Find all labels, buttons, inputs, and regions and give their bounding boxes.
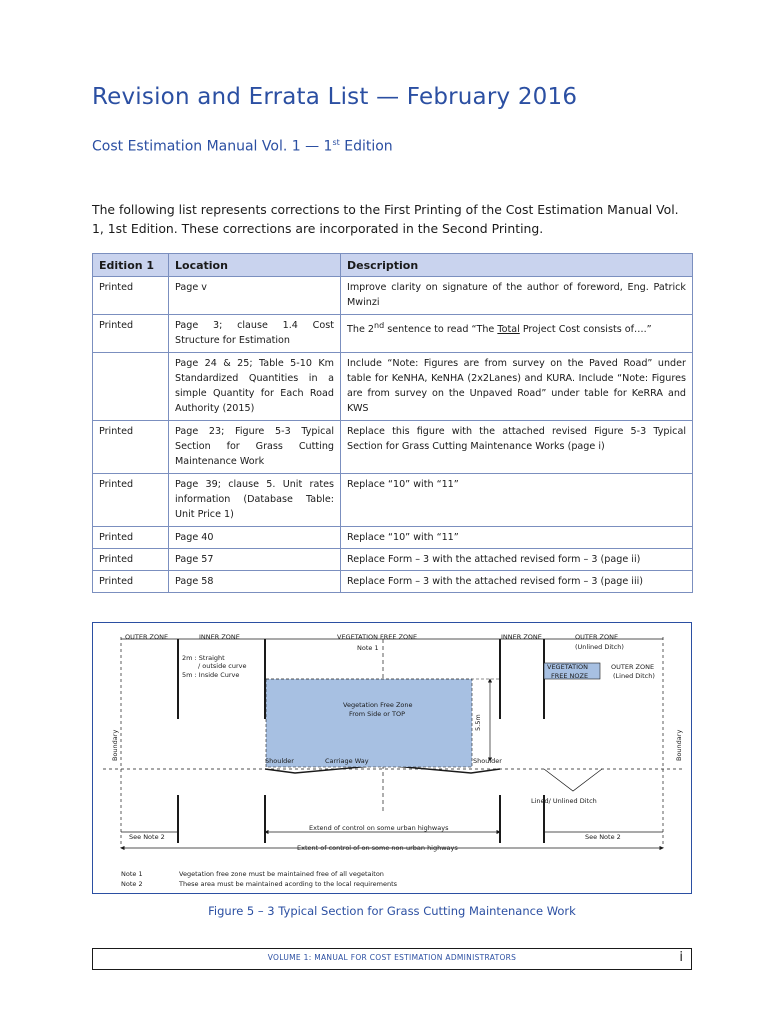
table-row: [93, 571, 693, 593]
table-row: [93, 474, 693, 527]
unlined-ditch-label: (Unlined Ditch): [575, 643, 624, 651]
description-cell: Replace Form – 3 with the attached revised form – 3 (page iii): [341, 571, 693, 593]
note-2-text: These area must be maintained acording to the local requirements: [179, 880, 398, 888]
inside-curve-label: 5m : Inside Curve: [182, 671, 240, 679]
page-title: Revision and Errata List — February 2016: [92, 84, 578, 110]
see-note-2-right-label: See Note 2: [585, 833, 621, 841]
page-footer: [92, 948, 692, 970]
intro-paragraph: The following list represents corrections to the First Printing of the Cost Estimation Manual Vol. 1, 1st Edition. These corrections are incorporated in the Second Printing.: [92, 202, 679, 236]
location-cell: Page 57: [169, 549, 341, 571]
non-urban-extent-label: Extent of control of on some non-urban highways: [297, 844, 458, 852]
subtitle-superscript: st: [332, 138, 340, 147]
description-superscript: nd: [374, 321, 385, 330]
from-side-or-top-label: From Side or TOP: [349, 710, 406, 718]
note-1-text: Vegetation free zone must be maintained free of all vegetaiton: [179, 870, 384, 878]
description-cell: Replace Form – 3 with the attached revised form – 3 (page ii): [341, 549, 693, 571]
vegetation-free-zone-shading: [266, 679, 472, 767]
vegetation-noze-label: VEGETATION: [547, 663, 588, 671]
edition-cell: Printed: [93, 549, 169, 571]
free-noze-label: FREE NOZE: [551, 672, 589, 680]
vegetation-free-from-label: Vegetation Free Zone: [343, 701, 413, 709]
column-header-edition: Edition 1: [93, 254, 169, 277]
subtitle-suffix: Edition: [339, 138, 393, 155]
outer-zone-right-label: OUTER ZONE: [575, 633, 619, 641]
table-row: [93, 421, 693, 474]
shoulder-right-label: Shoulder: [473, 757, 502, 765]
boundary-left-label: Boundary: [111, 729, 119, 761]
see-note-2-left-label: See Note 2: [129, 833, 165, 841]
edition-cell: Printed: [93, 277, 169, 315]
table-row: [93, 315, 693, 353]
location-cell: Page 39; clause 5. Unit rates information (Database Table: Unit Price 1): [169, 474, 341, 527]
footer-page-number: i: [679, 950, 683, 965]
edition-cell: Printed: [93, 421, 169, 474]
description-cell: [341, 315, 693, 353]
location-cell: Page 24 & 25; Table 5-10 Km Standardized Quantities in a simple Quantity for Each Road Authority (2015): [169, 353, 341, 421]
outside-curve-label: / outside curve: [198, 662, 247, 670]
ditch-profile: [544, 769, 602, 791]
column-header-location: Location: [169, 254, 341, 277]
edition-cell: Printed: [93, 527, 169, 549]
figure-caption: Figure 5 – 3 Typical Section for Grass Cutting Maintenance Work: [208, 904, 576, 918]
location-cell: Page 40: [169, 527, 341, 549]
shoulder-left-label: Shoulder: [265, 757, 294, 765]
edition-cell: Printed: [93, 315, 169, 353]
inner-zone-right-label: INNER ZONE: [501, 633, 542, 641]
document-subtitle: [92, 138, 393, 155]
location-cell: Page 58: [169, 571, 341, 593]
location-cell: Page v: [169, 277, 341, 315]
straight-distance-label: 2m : Straight: [182, 654, 225, 662]
lined-unlined-ditch-label: Lined/ Unlined Ditch: [531, 797, 597, 805]
inner-zone-left-label: INNER ZONE: [199, 633, 240, 641]
cross-section-diagram: [93, 623, 691, 893]
description-cell: Replace this figure with the attached revised Figure 5-3 Typical Section for Grass Cutting Maintenance Works (page i): [341, 421, 693, 474]
edition-cell: Printed: [93, 571, 169, 593]
boundary-right-label: Boundary: [675, 729, 683, 761]
description-text: Project Cost consists of….”: [519, 324, 652, 336]
outer-zone-left-label: OUTER ZONE: [125, 633, 169, 641]
note-1-label: Note 1: [121, 870, 143, 878]
description-text: The 2: [347, 324, 374, 336]
subtitle-prefix: Cost Estimation Manual Vol. 1 — 1: [92, 138, 333, 155]
table-row: [93, 353, 693, 421]
description-underlined: Total: [497, 324, 520, 336]
edition-cell: [93, 353, 169, 421]
location-cell: Page 23; Figure 5-3 Typical Section for Grass Cutting Maintenance Work: [169, 421, 341, 474]
carriage-way-label: Carriage Way: [325, 757, 369, 765]
note-2-label: Note 2: [121, 880, 143, 888]
footer-volume-title: VOLUME 1: MANUAL FOR COST ESTIMATION ADMINISTRATORS: [267, 953, 517, 962]
table-row: [93, 277, 693, 315]
outer-zone-lined-label: OUTER ZONE: [611, 663, 655, 671]
errata-table: [92, 253, 693, 593]
lined-ditch-label: (Lined Ditch): [613, 672, 655, 680]
description-cell: Include “Note: Figures are from survey on the Paved Road” under table for KeNHA, KeNHA (2x2Lanes) and KURA. Include “Note: Figures are from survey on the Unpaved Road” under table for KeRRA and KWS: [341, 353, 693, 421]
edition-cell: Printed: [93, 474, 169, 527]
table-header-row: [93, 254, 693, 277]
vegetation-free-zone-label: VEGETATION FREE ZONE: [337, 633, 418, 641]
urban-extent-label: Extend of control on some urban highways: [309, 824, 449, 832]
cross-section-figure: [92, 622, 692, 894]
table-row: [93, 549, 693, 571]
description-text: sentence to read “The: [384, 324, 498, 336]
description-cell: Improve clarity on signature of the author of foreword, Eng. Patrick Mwinzi: [341, 277, 693, 315]
note1-reference: Note 1: [357, 644, 379, 652]
table-row: [93, 527, 693, 549]
height-label: 5.5m: [474, 714, 482, 731]
description-cell: Replace “10” with “11”: [341, 527, 693, 549]
location-cell: Page 3; clause 1.4 Cost Structure for Estimation: [169, 315, 341, 353]
description-cell: Replace “10” with “11”: [341, 474, 693, 527]
column-header-description: Description: [341, 254, 693, 277]
